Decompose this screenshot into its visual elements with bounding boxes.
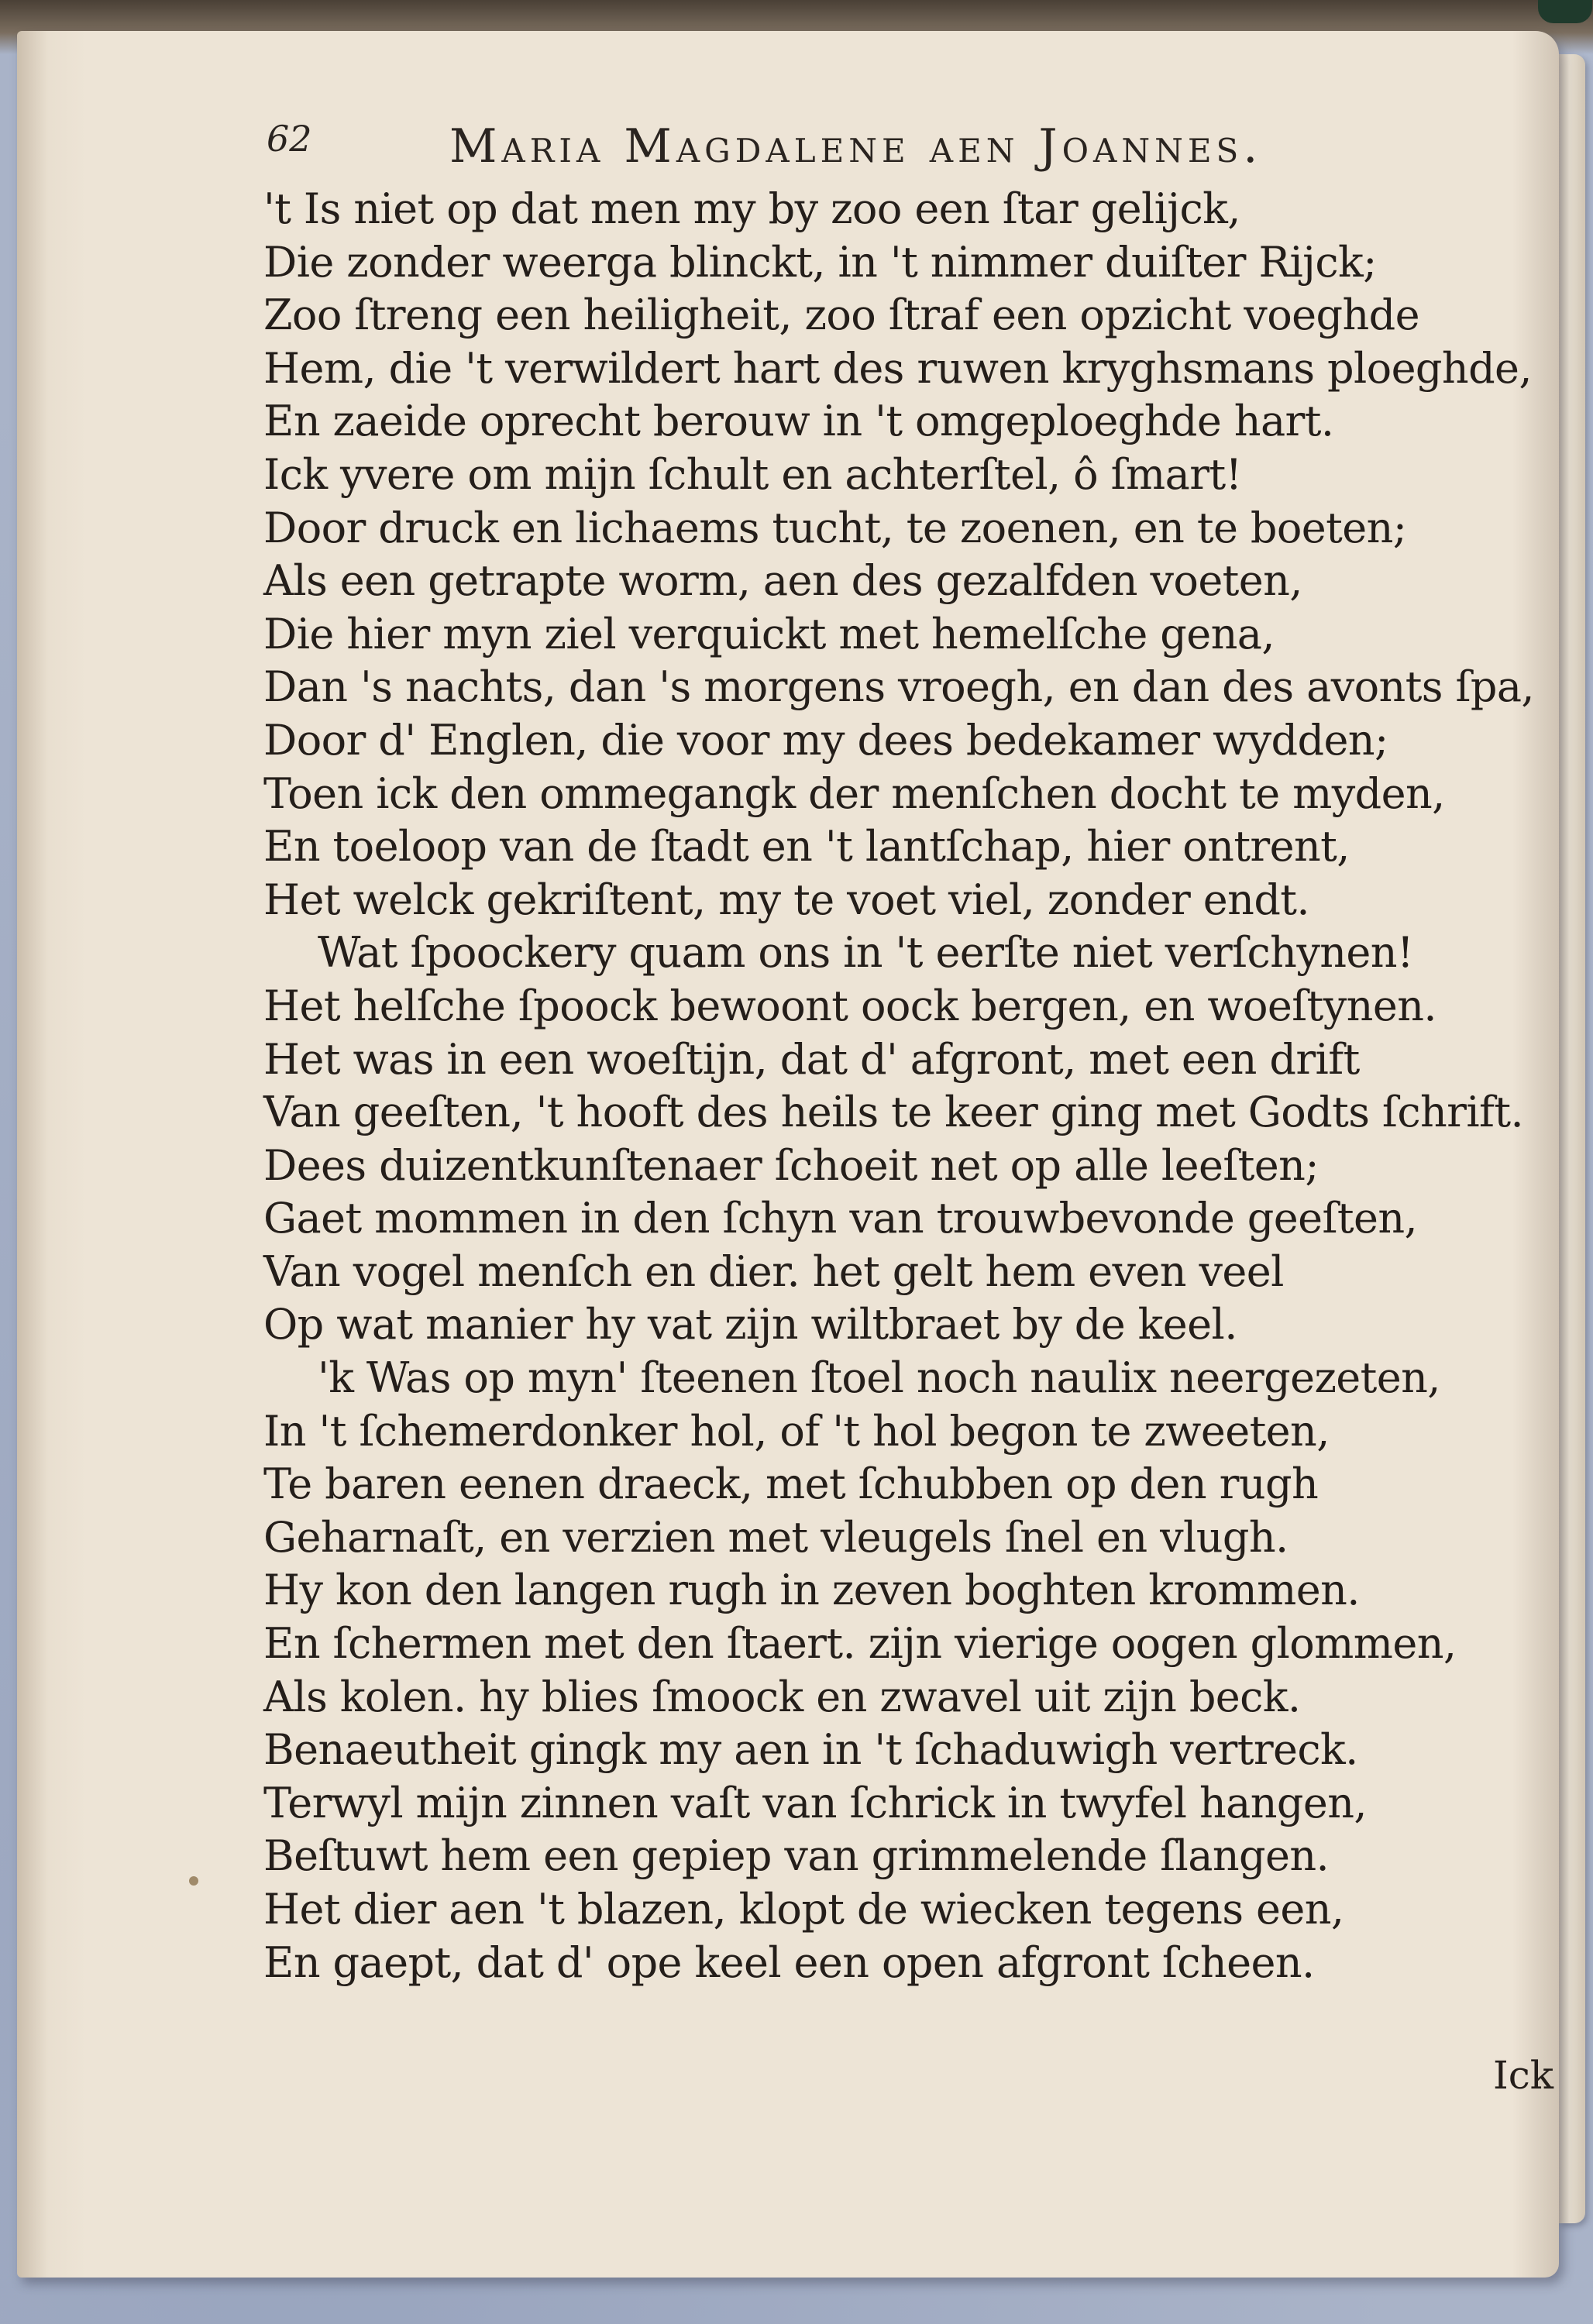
poem-line: Hy kon den langen rugh in zeven boghten krommen. — [263, 1566, 1360, 1615]
poem-line: Het was in een woeſtijn, dat d' afgront, met een drift — [263, 1034, 1360, 1084]
poem-line: Zoo ſtreng een heiligheit, zoo ſtraf een opzicht voeghde — [263, 290, 1419, 340]
poem-line: En ſchermen met den ſtaert. zijn vierige oogen glommen, — [263, 1619, 1457, 1669]
poem-line: Van vogel menſch en dier. het gelt hem even veel — [263, 1246, 1284, 1296]
poem-line: 't Is niet op dat men my by zoo een ſtar gelijck, — [263, 184, 1240, 233]
poem-line: Door druck en lichaems tucht, te zoenen, en te boeten; — [263, 503, 1407, 552]
poem-line: Beſtuwt hem een gepiep van grimmelende ſlangen. — [263, 1831, 1330, 1881]
poem-line: En gaept, dat d' ope keel een open afgront ſcheen. — [263, 1937, 1315, 1987]
poem-line: Toen ick den ommegangk der menſchen docht te myden, — [263, 768, 1445, 818]
poem-line: Wat ſpoockery quam ons in 't eerſte niet verſchynen! — [318, 928, 1414, 978]
poem-line: Door d' Englen, die voor my dees bedekamer wydden; — [263, 715, 1388, 765]
book-page — [17, 31, 1559, 2278]
poem-line: 'k Was op myn' ſteenen ſtoel noch naulix neergezeten, — [318, 1353, 1440, 1403]
poem-text — [263, 183, 1534, 1989]
next-page-edge — [1559, 54, 1585, 2223]
poem-line: Benaeutheit gingk my aen in 't ſchaduwigh vertreck. — [263, 1725, 1358, 1775]
poem-line: Die hier myn ziel verquickt met hemelſche gena, — [263, 609, 1275, 658]
running-title: Maria Magdalene aen Joannes. — [449, 119, 1263, 174]
poem-line: Van geeſten, 't hooft des heils te keer ging met Godts ſchrift. — [263, 1088, 1524, 1137]
poem-line: Dan 's nachts, dan 's morgens vroegh, en dan des avonts ſpa, — [263, 662, 1534, 712]
book-clip — [1538, 0, 1592, 23]
poem-line: Terwyl mijn zinnen vaſt van ſchrick in twyfel hangen, — [263, 1778, 1367, 1827]
poem-line: Te baren eenen draeck, met ſchubben op den rugh — [263, 1459, 1319, 1509]
page-header — [17, 118, 1559, 172]
poem-line: En zaeide oprecht berouw in 't omgeploeghde hart. — [263, 397, 1334, 446]
page-number: 62 — [267, 118, 312, 160]
poem-line: Ick yvere om mijn ſchult en achterſtel, ô ſmart! — [263, 449, 1242, 499]
poem-line: Als een getrapte worm, aen des gezalfden voeten, — [263, 556, 1302, 606]
poem-line: Hem, die 't verwildert hart des ruwen kryghsmans ploeghde, — [263, 343, 1532, 393]
paper-stain — [189, 1876, 198, 1886]
poem-line: Gaet mommen in den ſchyn van trouwbevonde geeſten, — [263, 1194, 1418, 1243]
poem-line: Die zonder weerga blinckt, in 't nimmer duiſter Rijck; — [263, 237, 1377, 287]
poem-line: Het dier aen 't blazen, klopt de wiecken tegens een, — [263, 1885, 1344, 1934]
poem-line: Als kolen. hy blies ſmoock en zwavel uit zijn beck. — [263, 1672, 1301, 1721]
poem-line: Het helſche ſpoock bewoont oock bergen, en woeſtynen. — [263, 981, 1436, 1030]
catchword: Ick — [1493, 2053, 1554, 2098]
poem-line: Dees duizentkunſtenaer ſchoeit net op alle leeſten; — [263, 1140, 1319, 1190]
poem-line: Het welck gekriſtent, my te voet viel, zonder endt. — [263, 875, 1309, 924]
poem-line: In 't ſchemerdonker hol, of 't hol begon te zweeten, — [263, 1406, 1330, 1456]
poem-line: Op wat manier hy vat zijn wiltbraet by de keel. — [263, 1300, 1237, 1349]
poem-line: En toeloop van de ſtadt en 't lantſchap, hier ontrent, — [263, 822, 1350, 871]
poem-line: Geharnaſt, en verzien met vleugels ſnel en vlugh. — [263, 1512, 1289, 1562]
